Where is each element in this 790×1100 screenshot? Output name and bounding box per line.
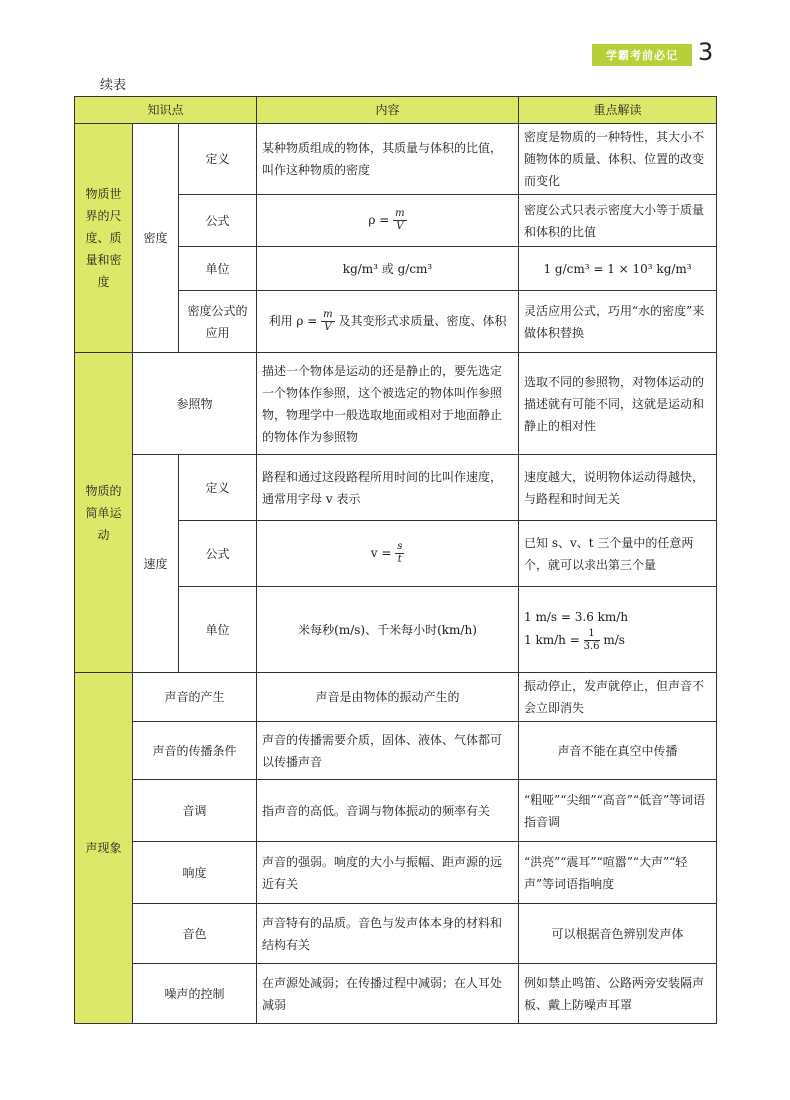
row-label: 定义: [179, 455, 257, 521]
fraction: [321, 309, 334, 334]
table-row: [75, 353, 717, 455]
row-note: 选取不同的参照物，对物体运动的描述就有可能不同，这就是运动和静止的相对性: [519, 353, 717, 455]
row-label: 声音的产生: [133, 673, 257, 722]
fraction-numerator: m: [395, 208, 405, 219]
row-content: 在声源处减弱；在传播过程中减弱；在人耳处减弱: [257, 964, 519, 1024]
row-content: kg/m³ 或 g/cm³: [257, 247, 519, 291]
table-row: [75, 780, 717, 842]
row-content: 声音的强弱。响度的大小与振幅、距声源的远近有关: [257, 842, 519, 904]
row-label: 音色: [133, 904, 257, 964]
row-note: 声音不能在真空中传播: [519, 722, 717, 780]
row-content: 指声音的高低。音调与物体振动的频率有关: [257, 780, 519, 842]
table-header-row: [75, 97, 717, 124]
row-note: 速度越大，说明物体运动得越快，与路程和时间无关: [519, 455, 717, 521]
category-cell: 声现象: [75, 673, 133, 1024]
knowledge-table: [74, 96, 717, 1024]
fraction-denominator: V: [396, 221, 404, 232]
row-note: 密度是物质的一种特性，其大小不随物体的质量、体积、位置的改变而变化: [519, 124, 717, 195]
fraction-numerator: s: [397, 541, 403, 552]
note-line: [524, 628, 711, 653]
fraction: [395, 541, 404, 566]
row-note: “粗哑”“尖细”“高音”“低音”等词语指音调: [519, 780, 717, 842]
formula-prefix: v =: [370, 546, 392, 560]
row-label: 定义: [179, 124, 257, 195]
formula-cell: [257, 291, 519, 353]
group-cell: 密度: [133, 124, 179, 353]
table-row: [75, 124, 717, 195]
row-label: 声音的传播条件: [133, 722, 257, 780]
table-row: [75, 964, 717, 1024]
note-prefix: 1 km/h =: [524, 633, 580, 647]
group-cell: 速度: [133, 455, 179, 673]
row-content: 声音的传播需要介质，固体、液体、气体都可以传播声音: [257, 722, 519, 780]
header-notes: 重点解读: [519, 97, 717, 124]
row-content: 描述一个物体是运动的还是静止的，要先选定一个物体作参照，这个被选定的物体叫作参照物，物理学中一般选取地面或相对于地面静止的物体作为参照物: [257, 353, 519, 455]
table-row: [75, 842, 717, 904]
table-row: [75, 904, 717, 964]
formula-cell: [257, 195, 519, 247]
row-note: 振动停止，发声就停止，但声音不会立即消失: [519, 673, 717, 722]
formula-cell: [257, 521, 519, 587]
row-label: 响度: [133, 842, 257, 904]
row-content: 某种物质组成的物体，其质量与体积的比值，叫作这种物质的密度: [257, 124, 519, 195]
formula-suffix: 及其变形式求质量、密度、体积: [338, 314, 507, 328]
row-note: 例如禁止鸣笛、公路两旁安装隔声板、戴上防噪声耳罩: [519, 964, 717, 1024]
note-line: 1 m/s = 3.6 km/h: [524, 610, 629, 624]
table-row: [75, 455, 717, 521]
page-number: 3: [698, 38, 714, 66]
row-label: 单位: [179, 587, 257, 673]
header-knowledge: 知识点: [75, 97, 257, 124]
row-note: 密度公式只表示密度大小等于质量和体积的比值: [519, 195, 717, 247]
fraction-numerator: 1: [584, 628, 600, 641]
row-label: 公式: [179, 521, 257, 587]
row-label: 噪声的控制: [133, 964, 257, 1024]
row-label: 参照物: [133, 353, 257, 455]
row-note: “洪亮”“震耳”“喧嚣”“大声”“轻声”等词语指响度: [519, 842, 717, 904]
fraction-numerator: m: [323, 309, 333, 320]
fraction-denominator: 3.6: [583, 641, 600, 652]
category-cell: 物质的简单运动: [75, 353, 133, 673]
fraction-denominator: t: [397, 554, 402, 565]
category-cell: 物质世界的尺度、质量和密度: [75, 124, 133, 353]
row-label: 密度公式的应用: [179, 291, 257, 353]
formula-prefix: ρ =: [368, 213, 390, 227]
fraction: [584, 628, 600, 653]
row-content: 声音特有的品质。音色与发声体本身的材料和结构有关: [257, 904, 519, 964]
formula-prefix: 利用 ρ =: [268, 314, 318, 328]
row-content: 路程和通过这段路程所用时间的比叫作速度，通常用字母 v 表示: [257, 455, 519, 521]
header-content: 内容: [257, 97, 519, 124]
row-note: 灵活应用公式，巧用“水的密度”来做体积替换: [519, 291, 717, 353]
fraction: [393, 208, 406, 233]
note-suffix: m/s: [603, 633, 625, 647]
table-row: [75, 722, 717, 780]
fraction-denominator: V: [324, 322, 332, 333]
row-content: 声音是由物体的振动产生的: [257, 673, 519, 722]
row-note: 1 g/cm³ = 1 × 10³ kg/m³: [519, 247, 717, 291]
continued-label: 续表: [100, 78, 127, 93]
row-content: 米每秒(m/s)、千米每小时(km/h): [257, 587, 519, 673]
row-note: [519, 587, 717, 673]
table-row: [75, 673, 717, 722]
row-note: 已知 s、v、t 三个量中的任意两个，就可以求出第三个量: [519, 521, 717, 587]
row-note: 可以根据音色辨别发声体: [519, 904, 717, 964]
row-label: 公式: [179, 195, 257, 247]
header-band: 学霸考前必记: [592, 44, 692, 66]
row-label: 音调: [133, 780, 257, 842]
row-label: 单位: [179, 247, 257, 291]
